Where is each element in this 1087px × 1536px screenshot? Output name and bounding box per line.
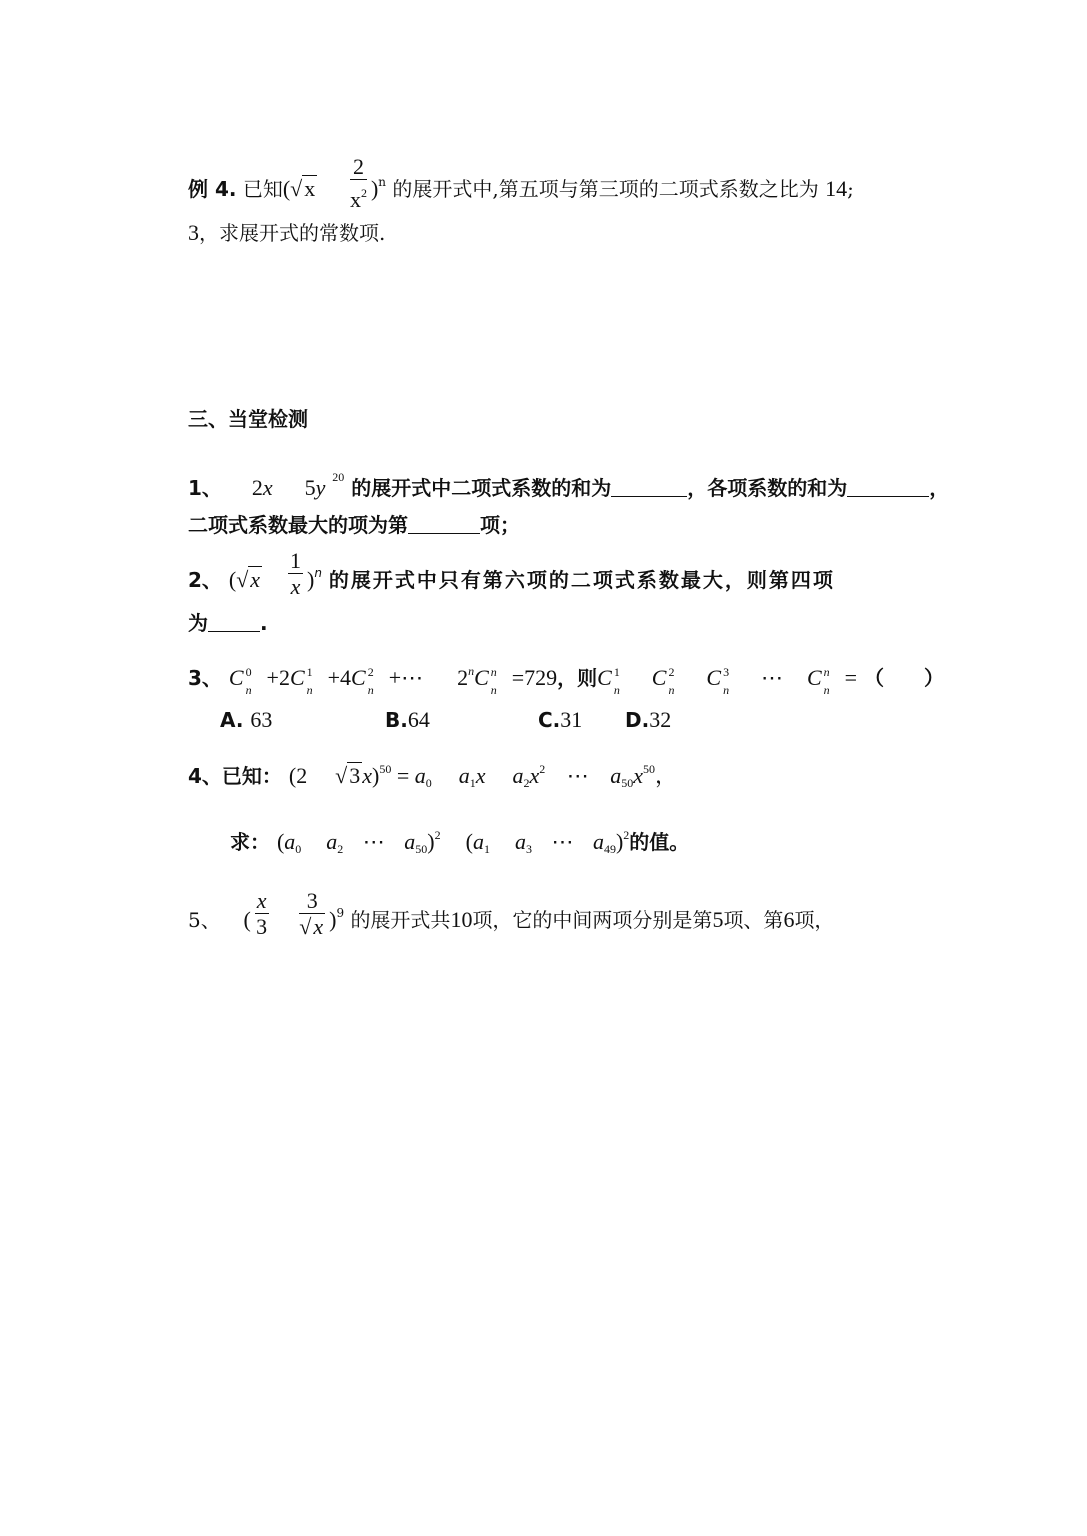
q5-text3: 项、第 [723,908,784,932]
q5-text4: 项， [794,908,835,932]
period: . [260,611,268,635]
question-4-line2: 求： ($a_0$ $a_2$ ⋯ $a_{50})^2$ ($a_1$ $a_3$ ⋯ $a_{49})^2$的值。 [230,828,690,856]
blank-4[interactable] [208,611,260,632]
q5-number: 5、 [188,908,221,932]
blank-1[interactable] [611,476,687,497]
q4-text1: 已知： [221,764,282,788]
q2-number: 2、 [188,568,222,592]
option-d[interactable]: D.32 [625,707,672,732]
question-4-line1: 4、已知： (2 $√3x)^{50} = a_0$ $a_1x$ $a_2x^2$ ⋯ $a_{50}x^{50}$， [188,762,678,790]
ratio-a: 14 [825,176,848,201]
fraction: $\frac{2}{x^2}$ [349,153,367,212]
sqrt-expression: √x [290,176,316,201]
example-text-2: 的展开式中,第五项与第三项的二项式系数之比为 [392,177,819,201]
blank-2[interactable] [847,476,929,497]
question-1-line2 [188,510,520,540]
option-b[interactable]: B.64 [385,707,430,732]
question-1-line1: 1、 2x 5y $^{20}$ 的展开式中二项式系数的和为 ，各项系数的和为 ， [188,470,950,500]
q1-number: 1、 [188,476,222,500]
q2-fraction: $\frac{1}{x}$ [290,548,301,599]
q5-exponent: 9 [336,906,345,920]
question-5: 5、 ( $\frac{x}{3}$ $\frac{3}{√x}$ )$^9$ 的展开式共10项，它的中间两项分别是第5项、第6项， [188,888,835,939]
q5-count: 10 [450,907,473,932]
example-4-line1: 例 4. 已知(√x $\frac{2}{x^2}$ )$^n$ 的展开式中,第五项与第三项的二项式系数之比为 14; [188,153,854,212]
blank-3[interactable] [408,513,480,534]
q2-text1: 的展开式中只有第六项的二项式系数最大，则第四项 [328,568,835,592]
option-c[interactable]: C.31 [538,707,583,732]
q2-text2: 为 [188,611,208,635]
option-a[interactable]: A. 63 [220,707,273,732]
q4-text2: 求： [230,830,270,854]
example-text: 已知 [242,177,283,201]
question-2-line2 [188,608,268,638]
example-label: 例 4. [188,177,237,201]
example-4-line2 [188,218,385,248]
q2-exponent: n [314,566,322,580]
q5-text1: 的展开式共 [350,908,451,932]
q5-fraction-2: $\frac{3}{√x}$ [299,888,324,939]
q5-fraction-1: $\frac{x}{3}$ [256,888,268,939]
q5-term-6: 6 [783,907,795,932]
example-text-3: ，求展开式的常数项. [199,221,386,245]
comma: ， [929,476,950,500]
q1-text3: 二项式系数最大的项为第 [188,513,408,537]
q3-number: 3、 [188,666,222,690]
q1-text2: ，各项系数的和为 [687,476,848,500]
q4-text3: 的值。 [629,830,690,854]
q4-number: 4、 [188,764,222,788]
ratio-b: 3 [188,220,199,245]
section-title: 三、当堂检测 [188,407,308,431]
question-2-line1: 2、 (√x $\frac{1}{x}$ )$^n$ 的展开式中只有第六项的二项式系数最大，则第四项 [188,548,835,599]
q1-text4: 项； [480,513,520,537]
exponent: n [378,175,387,189]
q5-term-5: 5 [712,907,724,932]
semicolon: ; [847,177,854,201]
question-3: 3、 C 0 n +2C 1 n +4C 2 n +⋯ 2$^n$C n n =729，则C 1 n C 2 n C 3 n ⋯ C n n = （ ） [188,664,944,697]
q1-text1: 的展开式中二项式系数的和为 [351,476,612,500]
q3-text1: ，则 [557,666,598,690]
q5-text2: 项，它的中间两项分别是第 [472,908,713,932]
q1-exponent: 20 [332,470,345,484]
q3-bracket: （ ） [864,666,944,690]
